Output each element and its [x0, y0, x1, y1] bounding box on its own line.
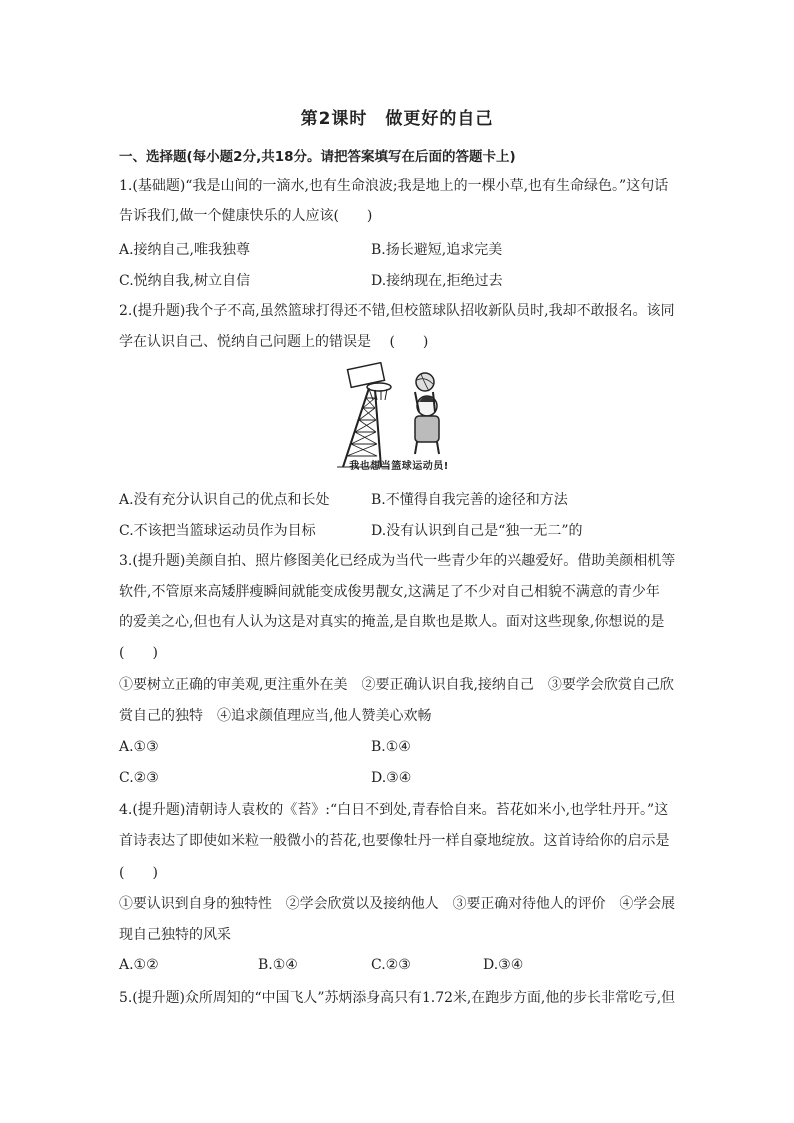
q3-stem-line-4: ( )	[119, 645, 158, 661]
q4-statements-line-1: ①要认识到自身的独特性 ②学会欣赏以及接纳他人 ③要正确对待他人的评价 ④学会展	[119, 896, 676, 912]
q4-stem-line-2: 首诗表达了即使如米粒一般微小的苔花,也要像牡丹一样自豪地绽放。这首诗给你的启示是	[119, 833, 670, 849]
q3-statements-line-2: 赏自己的独特 ④追求颜值理应当,他人赞美心欢畅	[119, 708, 432, 724]
q2-stem-line-2: 学在认识自己、悦纳自己问题上的错误是 ( )	[119, 334, 429, 350]
q3-option-d: D.③④	[371, 770, 412, 786]
q2-option-c: C.不该把当篮球运动员作为目标	[119, 523, 316, 539]
q2-option-a: A.没有充分认识自己的优点和长处	[119, 492, 330, 508]
q3-option-b: B.①④	[371, 739, 411, 755]
q2-stem-line-1: 2.(提升题)我个子不高,虽然篮球打得还不错,但校篮球队招收新队员时,我却不敢报名。该同	[119, 303, 675, 319]
q3-statements-line-1: ①要树立正确的审美观,更注重外在美 ②要正确认识自我,接纳自己 ③要学会欣赏自己欣	[119, 677, 674, 693]
q4-stem-line-1: 4.(提升题)清朝诗人袁枚的《苔》:“白日不到处,青春恰自来。苔花如米小,也学牡丹开。”这	[119, 802, 669, 818]
q3-option-c: C.②③	[119, 770, 159, 786]
q4-statements-line-2: 现自己独特的风采	[119, 927, 231, 943]
q1-option-a: A.接纳自己,唯我独尊	[119, 242, 251, 258]
q3-stem-line-1: 3.(提升题)美颜自拍、照片修图美化已经成为当代一些青少年的兴趣爱好。借助美颜相机等	[119, 553, 676, 569]
basketball-cartoon-figure	[329, 362, 469, 472]
q4-stem-line-3: ( )	[119, 865, 158, 881]
q1-option-b: B.扬长避短,追求完美	[371, 242, 503, 258]
figure-caption: 我也想当篮球运动员!	[349, 461, 449, 472]
q2-option-b: B.不懂得自我完善的途径和方法	[371, 492, 568, 508]
q4-option-b: B.①④	[258, 957, 298, 973]
q1-stem-line-2: 告诉我们,做一个健康快乐的人应该( )	[119, 208, 373, 224]
q3-stem-line-3: 的爱美之心,但也有人认为这是对真实的掩盖,是自欺也是欺人。面对这些现象,你想说的是	[119, 614, 665, 630]
page-title: 第2课时 做更好的自己	[300, 109, 494, 129]
q5-stem-line-1: 5.(提升题)众所周知的“中国飞人”苏炳添身高只有1.72米,在跑步方面,他的步长非常吃亏,但	[119, 990, 676, 1006]
q1-option-c: C.悦纳自我,树立自信	[119, 273, 251, 289]
q3-option-a: A.①③	[119, 739, 159, 755]
q4-option-c: C.②③	[371, 957, 411, 973]
q4-option-d: D.③④	[483, 957, 524, 973]
section-heading: 一、选择题(每小题2分,共18分。请把答案填写在后面的答题卡上)	[119, 149, 516, 165]
q4-option-a: A.①②	[119, 957, 159, 973]
q1-stem-line-1: 1.(基础题)“我是山间的一滴水,也有生命浪波;我是地上的一棵小草,也有生命绿色。”这句话	[119, 178, 669, 194]
q3-stem-line-2: 软件,不管原来高矮胖瘦瞬间就能变成俊男靓女,这满足了不少对自己相貌不满意的青少年	[119, 584, 660, 600]
q2-option-d: D.没有认识到自己是“独一无二”的	[371, 523, 583, 539]
q1-option-d: D.接纳现在,拒绝过去	[371, 273, 503, 289]
